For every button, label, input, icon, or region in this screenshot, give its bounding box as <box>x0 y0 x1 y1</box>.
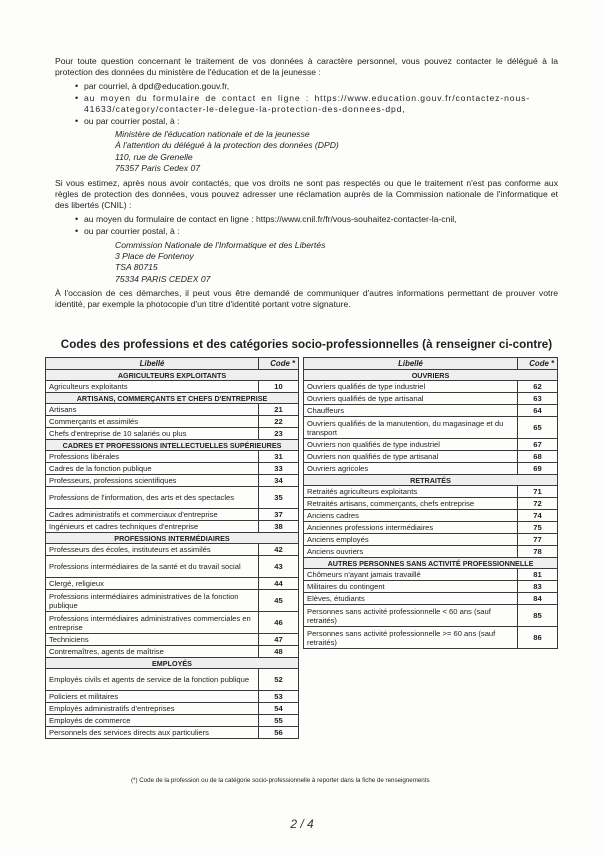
section-header: PROFESSIONS INTERMÉDIAIRES <box>46 533 299 544</box>
table-row <box>304 451 558 463</box>
professions-table-right <box>303 357 558 649</box>
profession-label: Ouvriers qualifiés de type artisanal <box>304 393 518 405</box>
profession-label: Clergé, religieux <box>46 578 259 590</box>
table-row <box>304 546 558 558</box>
footnote: (*) Code de la profession ou de la catégorie socio-professionnelle à reporter dans la fiche de renseignements <box>131 777 430 784</box>
table-row <box>46 727 299 739</box>
profession-label: Chômeurs n'ayant jamais travaillé <box>304 569 518 581</box>
profession-code: 52 <box>259 669 299 691</box>
table-row <box>304 381 558 393</box>
professions-table-left <box>45 357 299 739</box>
section-row <box>304 558 558 569</box>
profession-code: 69 <box>518 463 558 475</box>
table-row <box>46 669 299 691</box>
codes-title: Codes des professions et des catégories socio-professionnelles (à renseigner ci-contre) <box>60 338 553 351</box>
section-header: OUVRIERS <box>304 370 558 381</box>
address-line: 3 Place de Fontenoy <box>115 250 194 261</box>
code-column-header: Code * <box>259 358 299 370</box>
table-row <box>46 487 299 509</box>
profession-code: 74 <box>518 510 558 522</box>
dpd-intro-paragraph: Pour toute question concernant le traitement de vos données à caractère personnel, vous pouvez contacter le délégué à la protection des données du ministère de l'éducation et de la jeunesse : <box>55 56 558 78</box>
profession-code: 84 <box>518 593 558 605</box>
left-table-body <box>46 370 299 739</box>
profession-code: 55 <box>259 715 299 727</box>
profession-code: 62 <box>518 381 558 393</box>
address-line: 75357 Paris Cedex 07 <box>115 163 201 174</box>
table-row <box>46 428 299 440</box>
profession-label: Anciens ouvriers <box>304 546 518 558</box>
cnil-online-form-item: • au moyen du formulaire de contact en ligne : https://www.cnil.fr/fr/vous-souhaitez-contacter-la-cnil, <box>75 214 558 224</box>
profession-code: 86 <box>518 627 558 649</box>
profession-label: Retraités artisans, commerçants, chefs entreprise <box>304 498 518 510</box>
profession-label: Employés civils et agents de service de la fonction publique <box>46 669 259 691</box>
profession-label: Personnes sans activité professionnelle < 60 ans (sauf retraités) <box>304 605 518 627</box>
profession-label: Ouvriers non qualifiés de type artisanal <box>304 451 518 463</box>
profession-code: 22 <box>259 416 299 428</box>
table-row <box>304 522 558 534</box>
section-row <box>46 658 299 669</box>
section-row <box>304 370 558 381</box>
dpd-online-form-item: • au moyen du formulaire de contact en ligne : https://www.education.gouv.fr/contactez-nous-41633/category/contacter-le-delegue-la-protection-des-donnees-dpd, <box>75 93 558 114</box>
table-row <box>304 593 558 605</box>
table-row <box>46 544 299 556</box>
profession-code: 33 <box>259 463 299 475</box>
table-row <box>46 475 299 487</box>
table-row <box>304 581 558 593</box>
table-row <box>46 612 299 634</box>
profession-label: Personnes sans activité professionnelle >= 60 ans (sauf retraités) <box>304 627 518 649</box>
code-column-header: Code * <box>518 358 558 370</box>
address-line: 75334 PARIS CEDEX 07 <box>115 273 211 284</box>
profession-label: Militaires du contingent <box>304 581 518 593</box>
profession-label: Cadres de la fonction publique <box>46 463 259 475</box>
section-row <box>304 475 558 486</box>
profession-code: 75 <box>518 522 558 534</box>
cnil-contact-list <box>55 214 558 236</box>
section-header: RETRAITÉS <box>304 475 558 486</box>
profession-code: 48 <box>259 646 299 658</box>
table-row <box>304 510 558 522</box>
section-header: ARTISANS, COMMERÇANTS ET CHEFS D'ENTREPRISE <box>46 393 299 404</box>
profession-code: 54 <box>259 703 299 715</box>
identity-paragraph: À l'occasion de ces démarches, il peut vous être demandé de communiquer d'autres informations permettant de prouver votre identité, par exemple la photocopie d'un titre d'identité portant votre signature. <box>55 288 558 310</box>
profession-code: 44 <box>259 578 299 590</box>
address-line: Ministère de l'éducation nationale et de la jeunesse <box>115 129 310 140</box>
table-row <box>304 486 558 498</box>
profession-label: Techniciens <box>46 634 259 646</box>
profession-code: 47 <box>259 634 299 646</box>
section-header: AGRICULTEURS EXPLOITANTS <box>46 370 299 381</box>
table-row <box>46 578 299 590</box>
profession-label: Anciens employés <box>304 534 518 546</box>
dpd-contact-section <box>55 56 558 311</box>
profession-code: 42 <box>259 544 299 556</box>
section-row <box>46 440 299 451</box>
profession-code: 81 <box>518 569 558 581</box>
table-row <box>46 691 299 703</box>
dpd-postal-address <box>55 129 558 175</box>
table-row <box>304 463 558 475</box>
profession-code: 67 <box>518 439 558 451</box>
profession-code: 63 <box>518 393 558 405</box>
label-column-header: Libellé <box>46 358 259 370</box>
profession-label: Artisans <box>46 404 259 416</box>
profession-code: 72 <box>518 498 558 510</box>
profession-code: 83 <box>518 581 558 593</box>
dpd-postal-item: • ou par courrier postal, à : <box>75 116 558 126</box>
profession-label: Employés de commerce <box>46 715 259 727</box>
profession-label: Employés administratifs d'entreprises <box>46 703 259 715</box>
table-row <box>46 521 299 533</box>
profession-code: 31 <box>259 451 299 463</box>
profession-code: 21 <box>259 404 299 416</box>
profession-label: Professeurs des écoles, instituteurs et assimilés <box>46 544 259 556</box>
profession-label: Chauffeurs <box>304 405 518 417</box>
table-row <box>46 451 299 463</box>
table-row <box>304 405 558 417</box>
profession-label: Contremaîtres, agents de maîtrise <box>46 646 259 658</box>
table-row <box>46 646 299 658</box>
table-row <box>46 404 299 416</box>
address-line: Commission Nationale de l'Informatique et des Libertés <box>115 239 326 250</box>
page-number: 2 / 4 <box>290 817 314 831</box>
profession-label: Ingénieurs et cadres techniques d'entreprise <box>46 521 259 533</box>
section-header: CADRES ET PROFESSIONS INTELLECTUELLES SUPÉRIEURES <box>46 440 299 451</box>
table-row <box>46 590 299 612</box>
profession-label: Chefs d'entreprise de 10 salariés ou plus <box>46 428 259 440</box>
profession-code: 38 <box>259 521 299 533</box>
profession-label: Personnels des services directs aux particuliers <box>46 727 259 739</box>
profession-label: Professeurs, professions scientifiques <box>46 475 259 487</box>
profession-label: Professions intermédiaires administratives commerciales en entreprise <box>46 612 259 634</box>
profession-label: Ouvriers agricoles <box>304 463 518 475</box>
profession-code: 77 <box>518 534 558 546</box>
cnil-paragraph: Si vous estimez, après nous avoir contactés, que vos droits ne sont pas respectés ou que le traitement n'est pas conforme aux règles de protection des données, vous pouvez adresser une réclamation auprès de la Commission nationale de l'informatique et des libertés (CNIL) : <box>55 177 558 211</box>
profession-code: 65 <box>518 417 558 439</box>
dpd-contact-list <box>55 81 558 126</box>
table-row <box>46 463 299 475</box>
profession-label: Anciens cadres <box>304 510 518 522</box>
profession-label: Commerçants et assimilés <box>46 416 259 428</box>
profession-label: Retraités agriculteurs exploitants <box>304 486 518 498</box>
table-row <box>304 569 558 581</box>
profession-code: 37 <box>259 509 299 521</box>
cnil-postal-item: • ou par courrier postal, à : <box>75 226 558 236</box>
section-row <box>46 393 299 404</box>
table-row <box>46 634 299 646</box>
table-row <box>46 556 299 578</box>
section-row <box>46 533 299 544</box>
table-row <box>46 703 299 715</box>
profession-code: 10 <box>259 381 299 393</box>
cnil-postal-address <box>55 240 558 286</box>
address-line: 110, rue de Grenelle <box>115 151 193 162</box>
profession-label: Anciennes professions intermédiaires <box>304 522 518 534</box>
label-column-header: Libellé <box>304 358 518 370</box>
profession-code: 43 <box>259 556 299 578</box>
table-row <box>46 715 299 727</box>
profession-label: Ouvriers qualifiés de la manutention, du magasinage et du transport <box>304 417 518 439</box>
profession-label: Cadres administratifs et commerciaux d'entreprise <box>46 509 259 521</box>
profession-code: 78 <box>518 546 558 558</box>
profession-code: 56 <box>259 727 299 739</box>
section-row <box>46 370 299 381</box>
profession-label: Agriculteurs exploitants <box>46 381 259 393</box>
table-row <box>304 439 558 451</box>
dpd-email-item: • par courriel, à dpd@education.gouv.fr, <box>75 81 558 91</box>
table-row <box>46 509 299 521</box>
profession-code: 64 <box>518 405 558 417</box>
table-row <box>304 534 558 546</box>
profession-label: Professions libérales <box>46 451 259 463</box>
profession-label: Ouvriers non qualifiés de type industriel <box>304 439 518 451</box>
table-row <box>304 605 558 627</box>
table-row <box>304 393 558 405</box>
profession-code: 35 <box>259 487 299 509</box>
table-row <box>304 627 558 649</box>
table-header-row <box>46 358 299 370</box>
profession-label: Professions de l'information, des arts et des spectacles <box>46 487 259 509</box>
profession-code: 45 <box>259 590 299 612</box>
table-row <box>304 417 558 439</box>
profession-code: 46 <box>259 612 299 634</box>
profession-code: 34 <box>259 475 299 487</box>
profession-label: Elèves, étudiants <box>304 593 518 605</box>
table-row <box>46 381 299 393</box>
profession-code: 53 <box>259 691 299 703</box>
table-header-row <box>304 358 558 370</box>
section-header: EMPLOYÉS <box>46 658 299 669</box>
profession-code: 68 <box>518 451 558 463</box>
section-header: AUTRES PERSONNES SANS ACTIVITÉ PROFESSIONNELLE <box>304 558 558 569</box>
profession-code: 23 <box>259 428 299 440</box>
profession-code: 85 <box>518 605 558 627</box>
table-row <box>46 416 299 428</box>
right-table-body <box>304 370 558 649</box>
profession-label: Professions intermédiaires de la santé et du travail social <box>46 556 259 578</box>
profession-code: 71 <box>518 486 558 498</box>
profession-label: Policiers et militaires <box>46 691 259 703</box>
address-line: TSA 80715 <box>115 262 158 273</box>
profession-label: Ouvriers qualifiés de type industriel <box>304 381 518 393</box>
table-row <box>304 498 558 510</box>
profession-label: Professions intermédiaires administratives de la fonction publique <box>46 590 259 612</box>
address-line: À l'attention du délégué à la protection des données (DPD) <box>115 140 339 151</box>
